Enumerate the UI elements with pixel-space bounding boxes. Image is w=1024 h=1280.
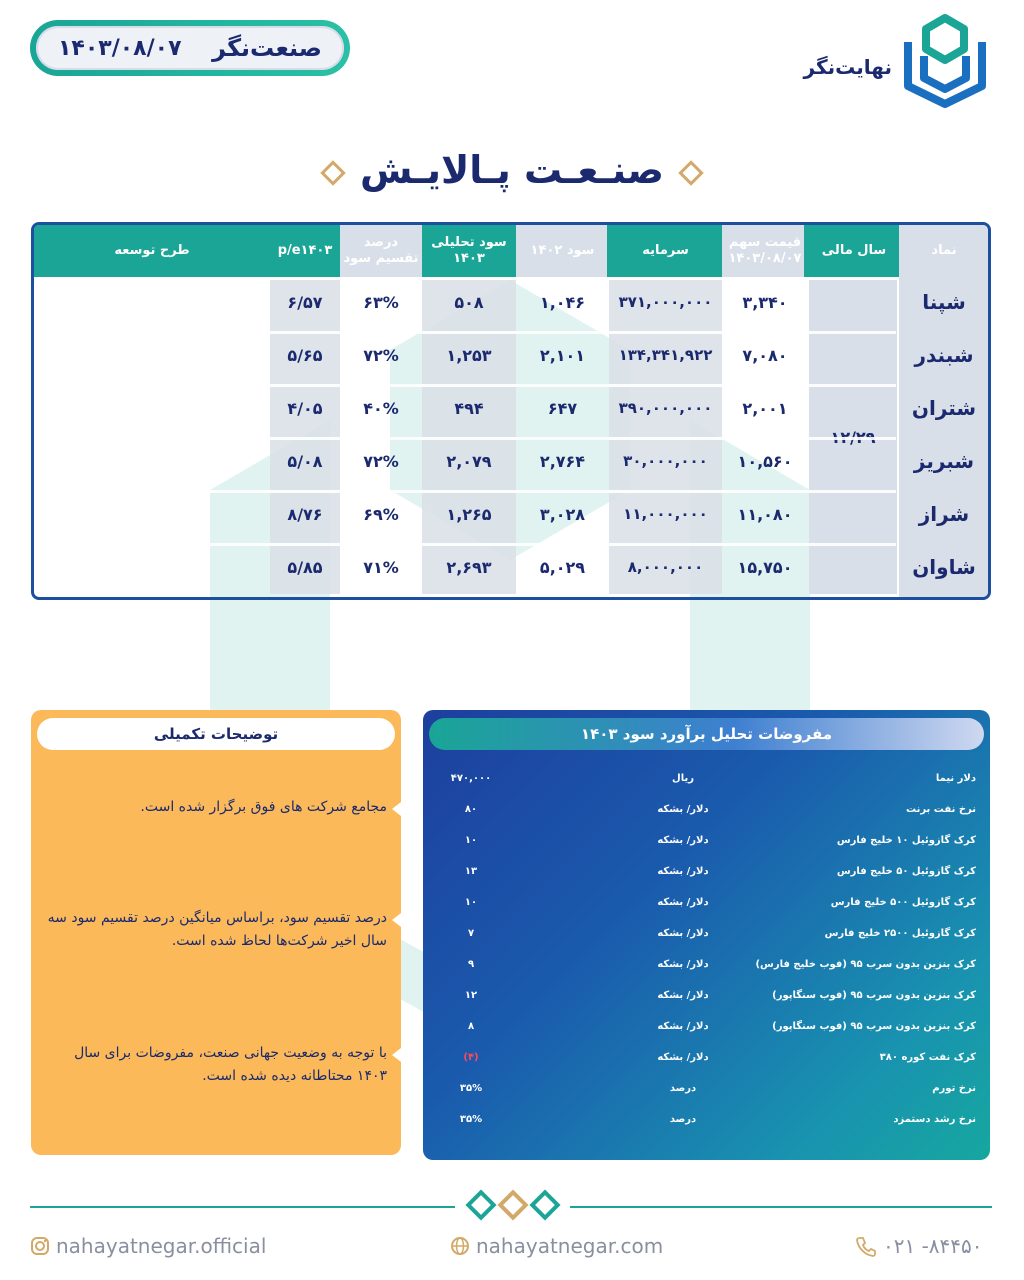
header-price [722, 225, 808, 277]
phone-number: ۰۲۱ -۸۴۴۵۰ [883, 1234, 983, 1258]
assumption-unit: درصد [669, 1083, 697, 1094]
title-diamond-right-icon [678, 160, 703, 185]
assumptions-title: مفروضات تحلیل برآورد سود ۱۴۰۳ [429, 718, 984, 750]
row-capital: ۸,۰۰۰,۰۰۰ [627, 558, 704, 576]
note-pointer-icon [392, 802, 401, 816]
row-profit-1402: ۵,۰۲۹ [539, 557, 586, 577]
row-price: ۷,۰۸۰ [742, 345, 788, 365]
assumption-label: کرک گازوئیل ۲۵۰۰ خلیج فارس [824, 928, 976, 939]
header-capital: سرمایه [642, 242, 689, 258]
row-price: ۳,۳۴۰ [742, 292, 788, 312]
row-pe: ۶/۵۷ [287, 292, 323, 312]
row-profit-1402: ۳,۰۲۸ [539, 504, 586, 524]
title-diamond-left-icon [320, 160, 345, 185]
note-item: با توجه به وضعیت جهانی صنعت، مفروضات برای سال ۱۴۰۳ محتاطانه دیده شده است. [74, 1045, 387, 1085]
header-analytic-line1: سود تحلیلی [431, 234, 507, 250]
assumption-label: کرک گازوئیل ۵۰۰ خلیج فارس [830, 897, 976, 908]
header-price-line2: ۱۴۰۳/۰۸/۰۷ [728, 251, 802, 266]
assumption-label: کرک بنزین بدون سرب ۹۵ (فوب سنگاپور) [772, 1021, 976, 1032]
row-analytic: ۲,۰۷۹ [446, 451, 492, 471]
row-pe: ۴/۰۵ [287, 398, 323, 418]
notes-title: توضیحات تکمیلی [37, 718, 395, 750]
row-pe: ۵/۰۸ [287, 451, 323, 471]
header-price-line1: قیمت سهم [728, 234, 802, 250]
row-plan [34, 277, 270, 327]
assumption-row [423, 866, 990, 886]
website-url: nahayatnegar.com [476, 1234, 664, 1258]
assumption-row [423, 897, 990, 917]
row-dps: ۷۱% [363, 557, 399, 577]
header-analytic-line2: ۱۴۰۳ [453, 251, 485, 266]
row-analytic: ۴۹۴ [454, 398, 484, 418]
assumption-value: ۱۰ [464, 897, 478, 908]
row-profit-1402: ۲,۷۶۴ [539, 451, 586, 471]
header-analytic-profit [422, 225, 516, 277]
row-dps: ۶۳% [363, 292, 399, 312]
row-capital: ۳۷۱,۰۰۰,۰۰۰ [618, 293, 713, 311]
assumption-label: دلار نیما [935, 773, 976, 784]
row-pe: ۵/۶۵ [287, 345, 323, 365]
note-item: درصد تقسیم سود، براساس میانگین درصد تقسیم سود سه سال اخیر شرکت‌ها لحاظ شده است. [47, 910, 387, 950]
header-profit-1402: سود ۱۴۰۲ [530, 242, 595, 258]
row-symbol: شتران [911, 396, 977, 420]
row-profit-1402: ۲,۱۰۱ [539, 345, 586, 365]
instagram-icon [30, 1236, 50, 1256]
notes-panel [31, 710, 401, 1155]
assumption-value: ۱۲ [464, 990, 478, 1001]
row-plan [34, 489, 270, 539]
row-pe: ۸/۷۶ [287, 504, 323, 524]
footer-instagram[interactable] [30, 1234, 266, 1258]
row-dps: ۷۲% [363, 451, 399, 471]
row-profit-1402: ۶۴۷ [547, 398, 578, 418]
logo-text: نهایت‌نگر [803, 55, 892, 79]
assumption-label: کرک نفت کوره ۳۸۰ [879, 1052, 976, 1063]
row-symbol: شبندر [914, 343, 974, 367]
assumption-row [423, 773, 990, 793]
assumption-label: نرخ نفت برنت [906, 804, 976, 815]
assumption-label: کرک بنزین بدون سرب ۹۵ (فوب خلیج فارس) [755, 959, 976, 970]
assumption-label: کرک بنزین بدون سرب ۹۵ (فوب سنگاپور) [772, 990, 976, 1001]
footer-diamond-icon [465, 1189, 496, 1220]
assumption-unit: ریال [672, 773, 694, 784]
footer-divider-right [570, 1206, 992, 1208]
row-capital: ۱۳۴,۳۴۱,۹۲۲ [618, 346, 713, 364]
row-plan [34, 330, 270, 380]
header-brand-title: صنعت‌نگر [212, 34, 322, 62]
assumption-row [423, 1021, 990, 1041]
row-symbol: شپنا [922, 290, 966, 314]
row-analytic: ۵۰۸ [454, 292, 484, 312]
assumption-unit: دلار/ بشکه [657, 804, 709, 815]
globe-icon [450, 1236, 470, 1256]
assumption-unit: درصد [669, 1114, 697, 1125]
note-pointer-icon [392, 913, 401, 927]
row-capital: ۱۱,۰۰۰,۰۰۰ [623, 505, 708, 523]
row-plan [34, 542, 270, 592]
logo-icon [902, 12, 988, 108]
row-analytic: ۲,۶۹۳ [446, 557, 492, 577]
assumption-value: ۷ [467, 928, 475, 939]
note-pointer-icon [392, 1048, 401, 1062]
assumption-unit: دلار/ بشکه [657, 897, 709, 908]
assumption-row [423, 835, 990, 855]
footer-diamond-icon [497, 1189, 528, 1220]
assumption-value: ۱۳ [464, 866, 478, 877]
page-title [0, 148, 1024, 192]
page-title-text: صنـعـت پـالایـش [360, 148, 664, 192]
row-price: ۱۵,۷۵۰ [737, 557, 793, 577]
assumption-value: ۳۵% [459, 1114, 483, 1125]
header-dps-line2: تقسیم سود [343, 251, 419, 266]
row-plan [34, 436, 270, 486]
assumption-row [423, 928, 990, 948]
assumption-value: ۹ [467, 959, 475, 970]
assumption-row [423, 1083, 990, 1103]
assumption-unit: دلار/ بشکه [657, 990, 709, 1001]
footer-phone[interactable] [855, 1234, 983, 1258]
header-date: ۱۴۰۳/۰۸/۰۷ [58, 35, 182, 61]
row-plan [34, 383, 270, 433]
assumption-row [423, 1114, 990, 1134]
row-analytic: ۱,۲۵۳ [446, 345, 492, 365]
assumption-unit: دلار/ بشکه [657, 1021, 709, 1032]
assumption-row [423, 959, 990, 979]
row-pe: ۵/۸۵ [287, 557, 323, 577]
assumption-row [423, 1052, 990, 1072]
assumption-value: ۸ [467, 1021, 475, 1032]
assumption-label: نرخ تورم [932, 1083, 976, 1094]
row-dps: ۴۰% [363, 398, 399, 418]
row-price: ۱۱,۰۸۰ [737, 504, 793, 524]
header-pe: p/e۱۴۰۳ [277, 242, 333, 258]
row-price: ۱۰,۵۶۰ [737, 451, 793, 471]
header-fiscal-year: سال مالی [821, 242, 887, 258]
row-capital: ۳۰,۰۰۰,۰۰۰ [623, 452, 708, 470]
assumption-value-negative: (۴) [463, 1052, 479, 1063]
row-analytic: ۱,۲۶۵ [446, 504, 492, 524]
assumption-value: ۱۰ [464, 835, 478, 846]
row-symbol: شبریز [913, 449, 975, 473]
assumption-label: نرخ رشد دستمزد [893, 1114, 976, 1125]
footer-diamond-icon [529, 1189, 560, 1220]
assumption-row [423, 990, 990, 1010]
assumption-label: کرک گازوئیل ۵۰ خلیج فارس [836, 866, 976, 877]
header-pill [30, 20, 350, 76]
row-dps: ۷۲% [363, 345, 399, 365]
assumption-unit: دلار/ بشکه [657, 1052, 709, 1063]
row-symbol: شاوان [912, 555, 976, 579]
instagram-handle: nahayatnegar.official [56, 1234, 267, 1258]
footer-website[interactable] [450, 1234, 663, 1258]
note-item: مجامع شرکت های فوق برگزار شده است. [140, 799, 387, 815]
refinery-table [31, 222, 991, 600]
assumption-unit: دلار/ بشکه [657, 928, 709, 939]
header-symbol: نماد [931, 242, 957, 258]
footer-divider-left [30, 1206, 455, 1208]
assumption-label: کرک گازوئیل ۱۰ خلیج فارس [836, 835, 976, 846]
assumption-unit: دلار/ بشکه [657, 866, 709, 877]
assumption-unit: دلار/ بشکه [657, 959, 709, 970]
assumption-unit: دلار/ بشکه [657, 835, 709, 846]
phone-icon [855, 1235, 877, 1257]
row-capital: ۳۹۰,۰۰۰,۰۰۰ [618, 399, 713, 417]
assumption-value: ۸۰ [464, 804, 478, 815]
brand-logo [804, 12, 989, 108]
row-dps: ۶۹% [363, 504, 399, 524]
row-profit-1402: ۱,۰۴۶ [539, 292, 586, 312]
header-dps-line1: درصد [363, 234, 399, 250]
assumption-value: ۴۷۰,۰۰۰ [450, 773, 492, 784]
header-plan: طرح توسعه [114, 242, 190, 258]
assumption-value: ۳۵% [459, 1083, 483, 1094]
assumptions-panel [423, 710, 990, 1160]
row-price: ۲,۰۰۱ [742, 398, 788, 418]
header-dps [340, 225, 422, 277]
assumption-row [423, 804, 990, 824]
row-symbol: شراز [918, 502, 970, 526]
